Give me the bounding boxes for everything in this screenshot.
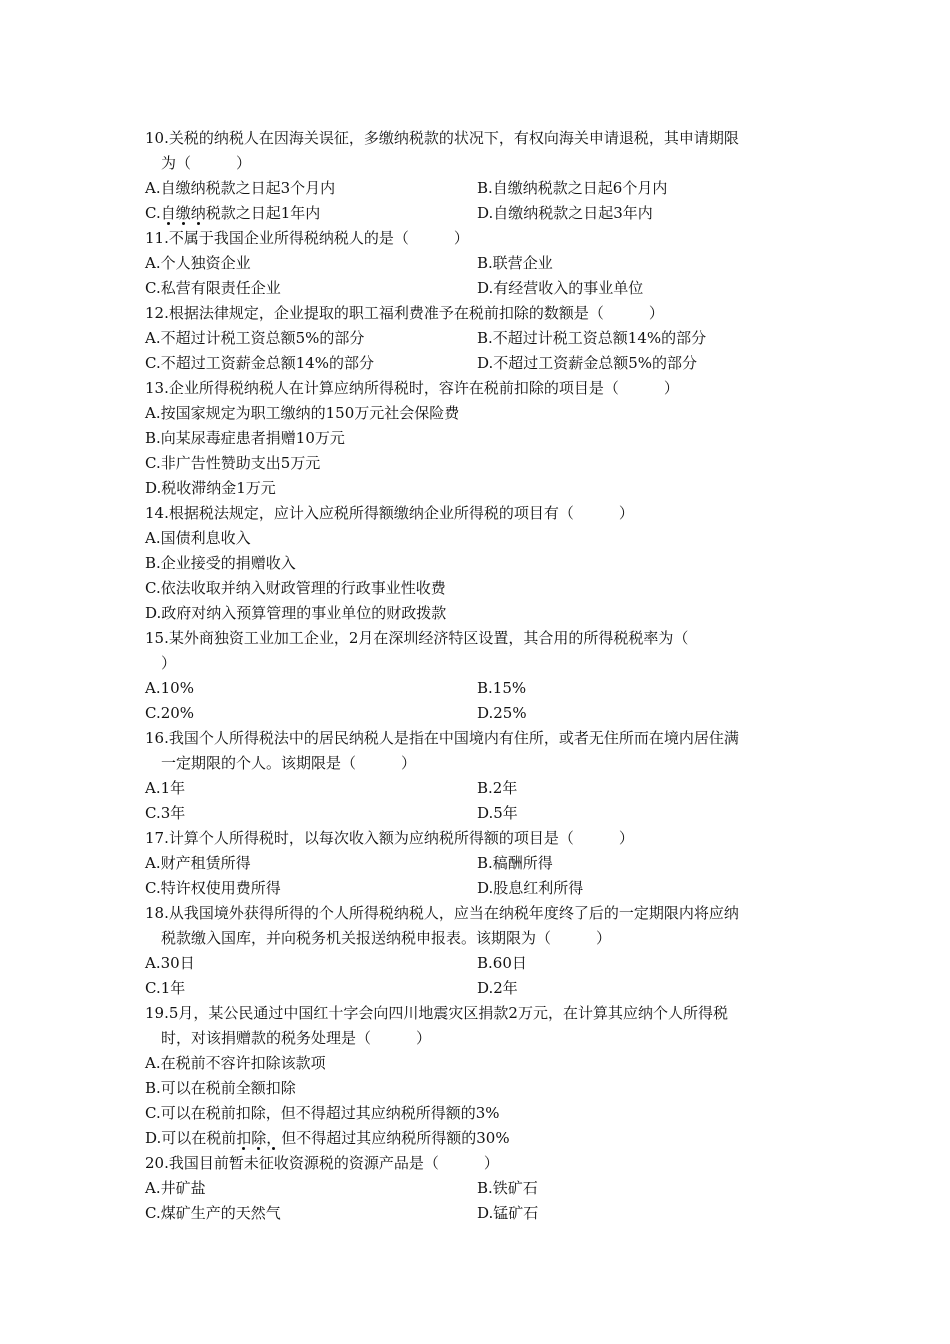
option: D.可以在税前扣除，但不得超过其应纳税所得额的30% <box>145 1129 510 1147</box>
question-stem: 17.计算个人所得税时，以每次收入额为应纳税所得额的项目是（ ） <box>145 829 634 847</box>
question-block <box>145 301 805 376</box>
option: D.有经营收入的事业单位 <box>477 279 644 297</box>
option: D.自缴纳税款之日起3年内 <box>477 204 653 222</box>
question-block <box>145 1151 805 1226</box>
option-row <box>145 701 805 726</box>
question-block <box>145 726 805 826</box>
option: C.非广告性赞助支出5万元 <box>145 454 321 472</box>
option: B.不超过计税工资总额14%的部分 <box>477 329 707 347</box>
option: B.稿酬所得 <box>477 854 553 872</box>
question-block <box>145 226 805 301</box>
option-row <box>145 1176 805 1201</box>
option: C.自缴纳税款之日起1年内 <box>145 204 321 222</box>
option: B.60日 <box>477 954 527 972</box>
option-row <box>145 676 805 701</box>
question-block <box>145 901 805 1001</box>
option: D.政府对纳入预算管理的事业单位的财政拨款 <box>145 604 447 622</box>
option: D.5年 <box>477 804 518 822</box>
option: A.1年 <box>145 779 186 797</box>
option: B.向某尿毒症患者捐赠10万元 <box>145 429 345 447</box>
option: B.2年 <box>477 779 518 797</box>
question-block <box>145 826 805 901</box>
question-block <box>145 376 805 501</box>
question-stem: 20.我国目前暂未征收资源税的资源产品是（ ） <box>145 1151 805 1176</box>
option-row <box>145 976 805 1001</box>
question-stem: 18.从我国境外获得所得的个人所得税纳税人，应当在纳税年度终了后的一定期限内将应纳 <box>145 904 739 922</box>
question-block <box>145 126 805 226</box>
option-row <box>145 801 805 826</box>
option: C.依法收取并纳入财政管理的行政事业性收费 <box>145 579 446 597</box>
question-stem: 时，对该捐赠款的税务处理是（ ） <box>161 1029 432 1047</box>
option: C.20% <box>145 704 195 722</box>
question-stem: 13.企业所得税纳税人在计算应纳所得税时，容许在税前扣除的项目是（ ） <box>145 379 679 397</box>
question-stem: 16.我国个人所得税法中的居民纳税人是指在中国境内有住所，或者无住所而在境内居住满 <box>145 729 739 747</box>
question-stem: 为（ ） <box>161 154 252 172</box>
question-block <box>145 1001 805 1151</box>
option: D.2年 <box>477 979 518 997</box>
option: A.财产租赁所得 <box>145 854 251 872</box>
question-stem: ） <box>161 654 177 672</box>
option-row <box>145 326 805 351</box>
option: A.井矿盐 <box>145 1179 206 1197</box>
option-row <box>145 776 805 801</box>
option: D.股息红利所得 <box>477 879 584 897</box>
option: B.铁矿石 <box>477 1179 538 1197</box>
option-row <box>145 176 805 201</box>
option: C.私营有限责任企业 <box>145 279 281 297</box>
question-stem: 税款缴入国库，并向税务机关报送纳税申报表。该期限为（ ） <box>161 929 612 947</box>
option: B.可以在税前全额扣除 <box>145 1079 296 1097</box>
option-row <box>145 251 805 276</box>
question-stem: 一定期限的个人。该期限是（ ） <box>161 754 417 772</box>
option: C.不超过工资薪金总额14%的部分 <box>145 354 375 372</box>
option: C.煤矿生产的天然气 <box>145 1204 281 1222</box>
option: C.可以在税前扣除，但不得超过其应纳税所得额的3% <box>145 1104 500 1122</box>
question-stem: 12.根据法律规定，企业提取的职工福利费准予在税前扣除的数额是（ ） <box>145 304 664 322</box>
option: B.联营企业 <box>477 254 553 272</box>
option: B.自缴纳税款之日起6个月内 <box>477 179 668 197</box>
option: A.在税前不容许扣除该款项 <box>145 1054 326 1072</box>
question-block <box>145 501 805 626</box>
option-row <box>145 876 805 901</box>
option: A.个人独资企业 <box>145 254 251 272</box>
option: D.锰矿石 <box>477 1204 539 1222</box>
option: D.税收滞纳金1万元 <box>145 479 276 497</box>
question-list <box>145 126 805 1226</box>
option: B.企业接受的捐赠收入 <box>145 554 296 572</box>
option-row <box>145 1201 805 1226</box>
option: D.不超过工资薪金总额5%的部分 <box>477 354 698 372</box>
option: A.10% <box>145 679 194 697</box>
option: A.自缴纳税款之日起3个月内 <box>145 179 336 197</box>
option-row <box>145 351 805 376</box>
option: A.不超过计税工资总额5%的部分 <box>145 329 365 347</box>
option: C.特许权使用费所得 <box>145 879 281 897</box>
option: B.15% <box>477 679 527 697</box>
option: A.按国家规定为职工缴纳的150万元社会保险费 <box>145 404 460 422</box>
option-row <box>145 201 805 226</box>
question-stem: 14.根据税法规定，应计入应税所得额缴纳企业所得税的项目有（ ） <box>145 504 634 522</box>
question-stem: 11.不属于我国企业所得税纳税人的是（ ） <box>145 226 805 251</box>
option: C.1年 <box>145 979 186 997</box>
option: A.30日 <box>145 954 195 972</box>
option-row <box>145 951 805 976</box>
option-row <box>145 851 805 876</box>
question-stem: 15.某外商独资工业加工企业，2月在深圳经济特区设置，其合用的所得税税率为（ <box>145 629 689 647</box>
option-row <box>145 276 805 301</box>
option: A.国债利息收入 <box>145 529 251 547</box>
question-block <box>145 626 805 726</box>
question-stem: 10.关税的纳税人在因海关误征，多缴纳税款的状况下，有权向海关申请退税，其申请期限 <box>145 129 739 147</box>
question-stem: 19.5月，某公民通过中国红十字会向四川地震灾区捐款2万元，在计算其应纳个人所得税 <box>145 1004 728 1022</box>
option: C.3年 <box>145 804 186 822</box>
option: D.25% <box>477 704 527 722</box>
